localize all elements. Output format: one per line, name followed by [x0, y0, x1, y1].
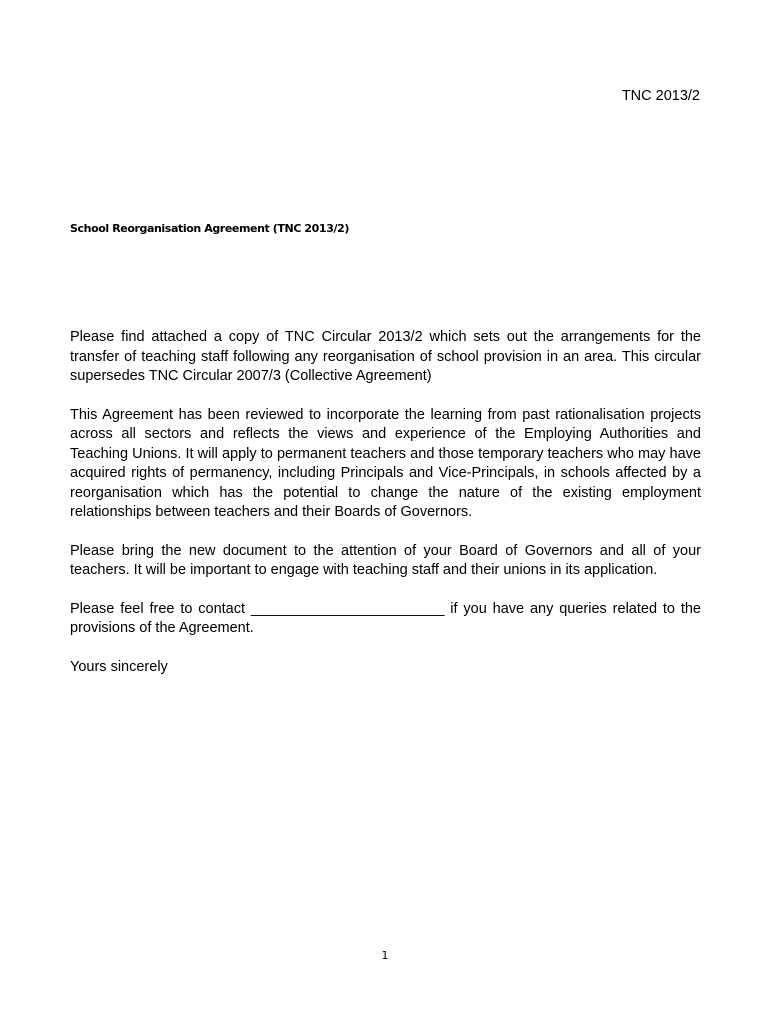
- paragraph-contact: Please feel free to contact ________________________ if you have any queries related to the provisions of the Agreement.: [70, 600, 701, 636]
- document-reference: TNC 2013/2: [621, 88, 700, 104]
- paragraph-agreement-scope: This Agreement has been reviewed to incorporate the learning from past rationalisation projects across all sectors and reflects the views and experience of the Employing Authorities and Teaching Unions. It will apply to permanent teachers and those temporary teachers who may have acquired rights of permanency, including Principals and Vice-Principals, in schools affected by a reorganisation which has the potential to change the nature of the existing employment relationships between teachers and their Boards of Governors.: [70, 406, 701, 520]
- document-title: School Reorganisation Agreement (TNC 2013/2): [70, 222, 349, 235]
- paragraph-intro: Please find attached a copy of TNC Circular 2013/2 which sets out the arrangements for the transfer of teaching staff following any reorganisation of school provision in an area. This circular supersedes TNC Circular 2007/3 (Collective Agreement): [70, 329, 701, 384]
- page-number: 1: [381, 949, 389, 962]
- paragraph-governors: Please bring the new document to the attention of your Board of Governors and all of your teachers. It will be important to engage with teaching staff and their unions in its application.: [70, 542, 701, 578]
- letter-body: [70, 328, 701, 677]
- closing-salutation: Yours sincerely: [70, 658, 168, 675]
